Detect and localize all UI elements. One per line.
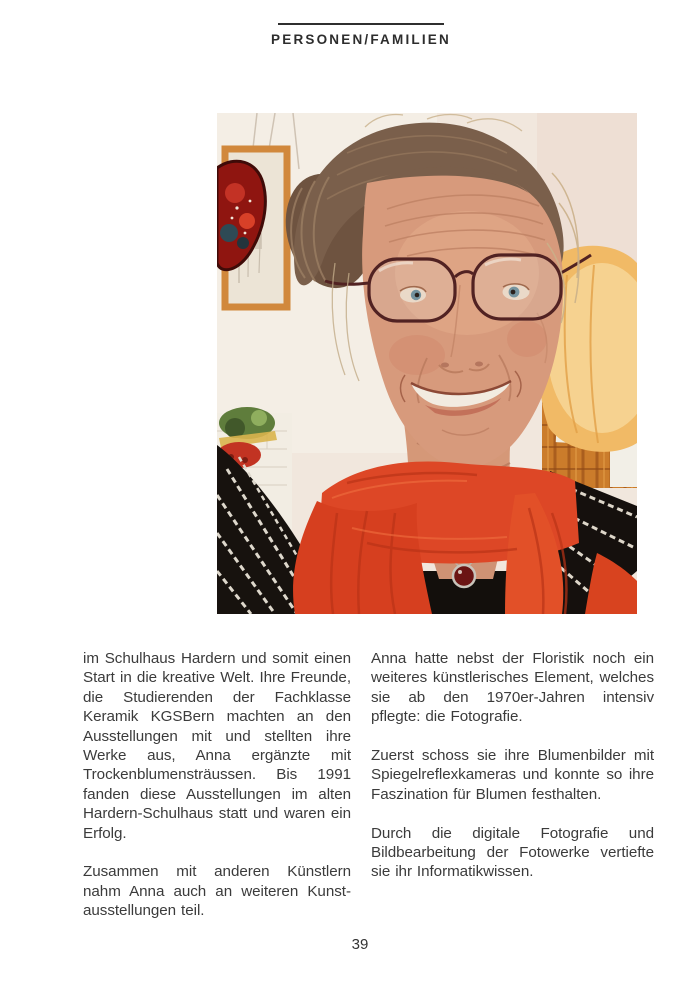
body-paragraph: Anna hatte nebst der Floristik noch ein weiteres künstlerisches Element, welches sie ab den 1970er-Jahren intensiv pflegte: die Fotografie.: [371, 650, 654, 726]
eye-left: [400, 287, 426, 303]
running-header: [261, 23, 461, 47]
portrait-photo: [217, 113, 637, 614]
body-paragraph: Zusammen mit anderen Künstlern nahm Anna auch an weiteren Kunstausstellungen teil.: [83, 863, 351, 920]
portrait-illustration: [217, 113, 637, 614]
eye-right: [503, 284, 530, 300]
page-title: PERSONEN/FAMILIEN: [271, 32, 451, 47]
body-paragraph: im Schulhaus Hardern und somit einen Start in die kreative Welt. Ihre Freunde, die Studierenden der Fachklasse Keramik KGSBern machten an den Ausstellungen mit und stellten ihre Werke aus, Anna ergänzte mit Trockenblumensträussen. Bis 1991 fanden diese Ausstellungen im alten Hardern-Schulhaus statt und waren ein Erfolg.: [83, 650, 351, 842]
text-column-right: [371, 649, 654, 901]
text-column-left: [83, 649, 351, 940]
body-paragraph: Durch die digitale Fotografie und Bildbearbeitung der Fotowerke vertiefte sie ihr Informatikwissen.: [371, 824, 654, 881]
page-number: 39: [351, 936, 369, 953]
body-paragraph: Zuerst schoss sie ihre Blumenbilder mit Spiegelreflexkameras und konnte so ihre Faszination für Blumen festhalten.: [371, 747, 654, 803]
header-rule: [278, 23, 444, 25]
